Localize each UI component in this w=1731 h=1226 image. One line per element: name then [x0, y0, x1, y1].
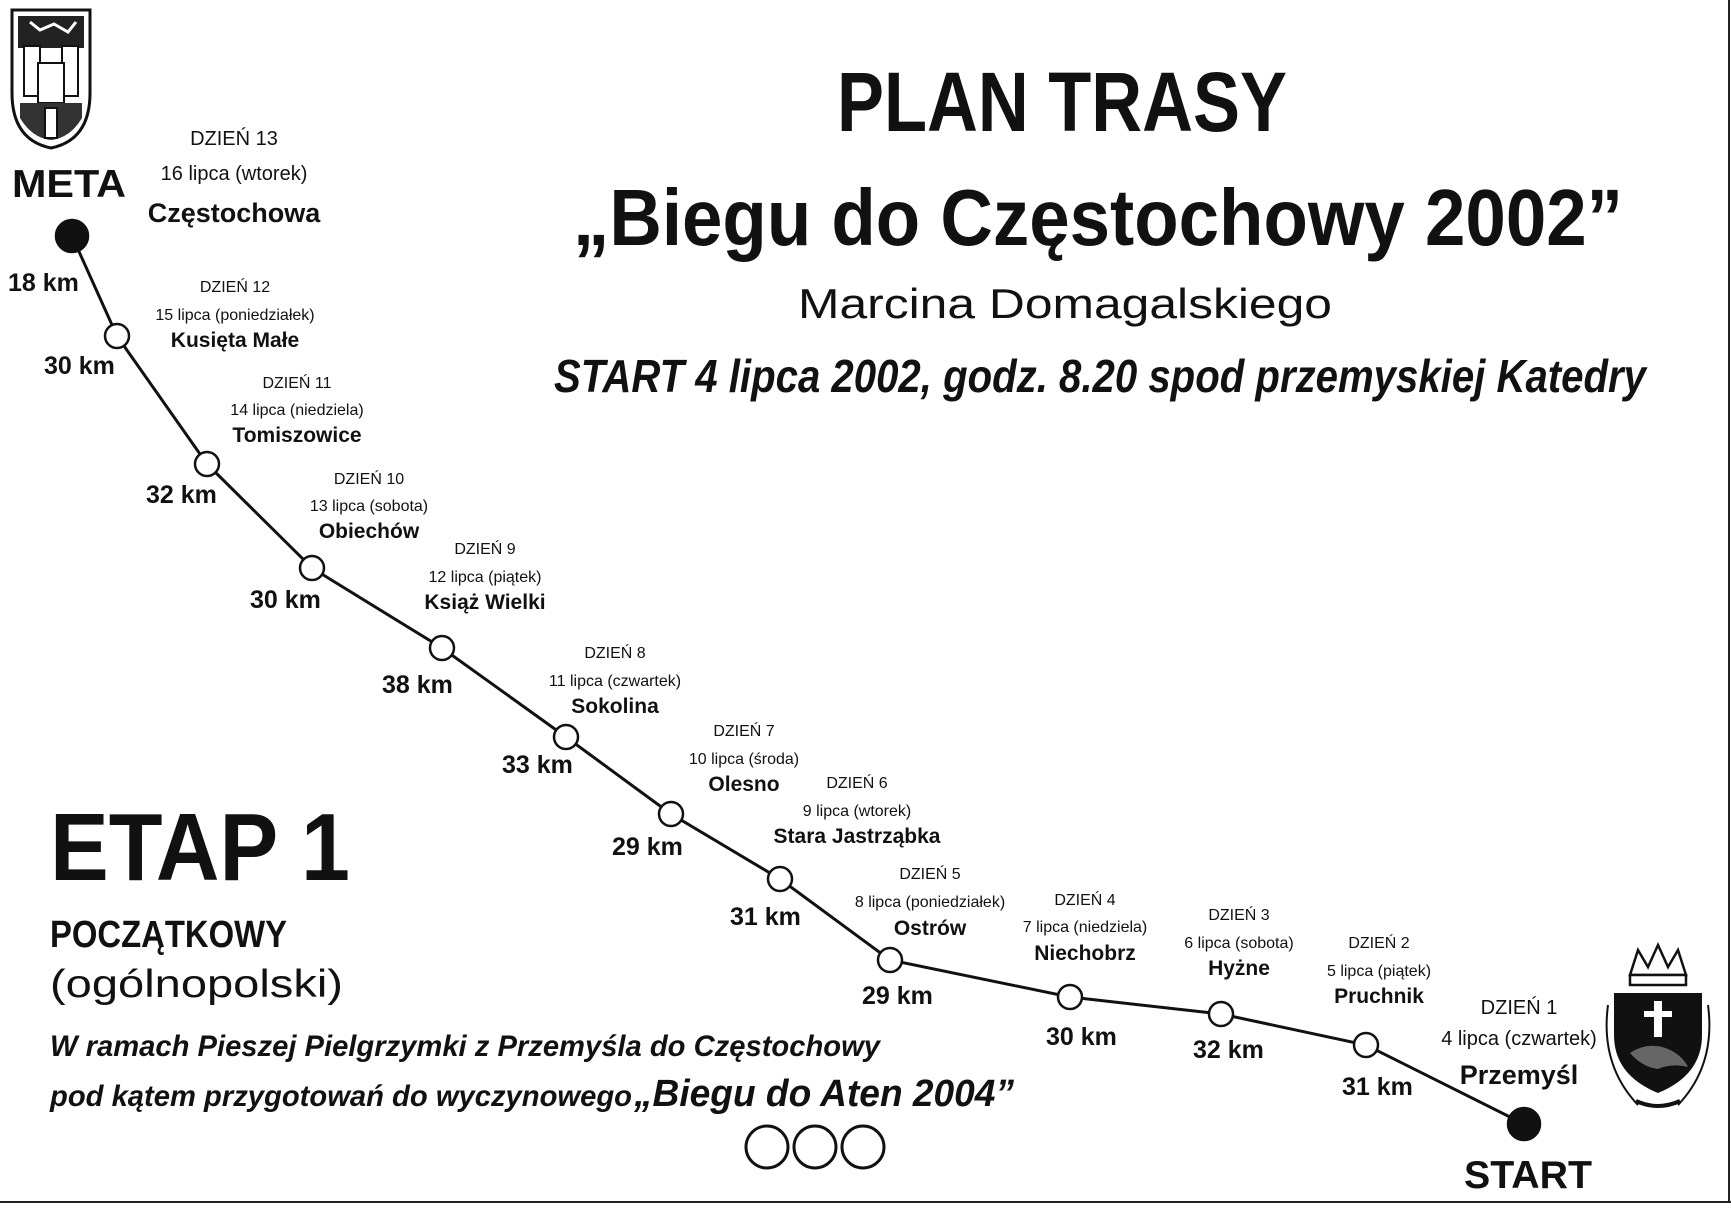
start-label: START — [1464, 1154, 1593, 1197]
day-stop-6 — [774, 773, 941, 848]
segment-distance-label: 29 km — [612, 833, 683, 861]
day-date: 5 lipca (piątek) — [1326, 963, 1432, 980]
day-number: DZIEŃ 3 — [1208, 907, 1270, 924]
day-stop-9 — [424, 539, 545, 614]
day-place: Pruchnik — [1334, 985, 1424, 1008]
event-title: „Biegu do Częstochowy 2002” — [573, 173, 1623, 262]
day-place: Ostrów — [893, 917, 967, 940]
day-date: 12 lipca (piątek) — [428, 569, 542, 586]
day-place: Kusięta Małe — [170, 329, 300, 352]
meta-marker — [56, 220, 88, 252]
day-number: DZIEŃ 5 — [899, 866, 961, 883]
day-number: DZIEŃ 11 — [262, 375, 332, 392]
station-marker — [300, 556, 324, 580]
meta-label: META — [12, 163, 126, 206]
day-date: 9 lipca (wtorek) — [802, 803, 912, 820]
day-stop-8 — [549, 643, 681, 718]
olympic-rings-icon — [746, 1126, 884, 1168]
day-stop-1 — [1441, 996, 1597, 1090]
day-date: 16 lipca (wtorek) — [160, 163, 308, 185]
segment-distance-label: 32 km — [1193, 1036, 1264, 1064]
day-place: Częstochowa — [147, 198, 321, 228]
station-marker — [554, 725, 578, 749]
day-number: DZIEŃ 7 — [713, 723, 775, 740]
day-number: DZIEŃ 12 — [199, 279, 271, 296]
station-marker — [659, 802, 683, 826]
day-place: Stara Jastrząbka — [773, 825, 941, 848]
day-date: 11 lipca (czwartek) — [548, 673, 682, 690]
day-stop-5 — [855, 864, 1005, 940]
author-name: Marcina Domagalskiego — [798, 280, 1332, 327]
segment-distance-label: 31 km — [1342, 1073, 1413, 1101]
day-date: 10 lipca (środa) — [688, 751, 800, 768]
day-date: 7 lipca (niedziela) — [1022, 919, 1148, 936]
day-place: Sokolina — [571, 695, 659, 718]
station-marker — [768, 867, 792, 891]
segment-distance-label: 33 km — [502, 751, 573, 779]
athens-run-title: „Biegu do Aten 2004” — [633, 1073, 1014, 1115]
day-number: DZIEŃ 1 — [1480, 997, 1558, 1019]
czestochowa-coat-of-arms-icon — [12, 10, 90, 148]
station-marker — [1209, 1002, 1233, 1026]
start-info: START 4 lipca 2002, godz. 8.20 spod przemyskiej Katedry — [554, 350, 1649, 402]
day-place: Olesno — [708, 773, 780, 796]
day-stop-11 — [230, 373, 363, 447]
day-place: Przemyśl — [1459, 1060, 1579, 1090]
segment-distance-label: 38 km — [382, 671, 453, 699]
przemysl-coat-of-arms-icon — [1607, 945, 1710, 1106]
stage-scope: (ogólnopolski) — [50, 963, 343, 1006]
day-place: Hyżne — [1208, 957, 1270, 980]
segment-distance-label: 29 km — [862, 982, 933, 1010]
day-number: DZIEŃ 9 — [454, 541, 516, 558]
day-stop-10 — [310, 469, 428, 543]
segment-distance-label: 32 km — [146, 481, 217, 509]
day-stop-3 — [1184, 905, 1293, 980]
station-marker — [1058, 985, 1082, 1009]
segment-distance-label: 30 km — [1046, 1023, 1117, 1051]
page-title: PLAN TRASY — [837, 55, 1287, 149]
start-marker — [1508, 1108, 1540, 1140]
segment-distance-label: 30 km — [250, 586, 321, 614]
segment-distance-label: 31 km — [730, 903, 801, 931]
day-number: DZIEŃ 6 — [826, 775, 888, 792]
day-stop-7 — [689, 721, 799, 796]
station-marker — [1354, 1033, 1378, 1057]
day-number: DZIEŃ 4 — [1054, 892, 1116, 909]
day-number: DZIEŃ 8 — [584, 645, 646, 662]
day-date: 15 lipca (poniedziałek) — [155, 307, 315, 324]
day-date: 6 lipca (sobota) — [1184, 935, 1294, 952]
day-stop-13 — [148, 127, 322, 228]
segment-distance-label: 18 km — [8, 269, 79, 297]
day-date: 14 lipca (niedziela) — [230, 402, 364, 419]
stage-note-line1: W ramach Pieszej Pielgrzymki z Przemyśla do Częstochowy — [50, 1030, 882, 1063]
day-stop-4 — [1023, 890, 1148, 965]
day-place: Tomiszowice — [232, 424, 362, 447]
day-number: DZIEŃ 13 — [190, 128, 278, 150]
stage-note-line2: pod kątem przygotowań do wyczynowego — [49, 1080, 632, 1113]
day-place: Niechobrz — [1034, 942, 1136, 965]
day-date: 13 lipca (sobota) — [309, 498, 429, 515]
stage-subtitle: POCZĄTKOWY — [50, 914, 287, 956]
station-marker — [878, 948, 902, 972]
day-stop-2 — [1327, 933, 1431, 1008]
day-number: DZIEŃ 10 — [333, 471, 405, 488]
day-number: DZIEŃ 2 — [1348, 935, 1410, 952]
station-marker — [195, 452, 219, 476]
station-marker — [430, 636, 454, 660]
segment-distance-label: 30 km — [44, 352, 115, 380]
station-marker — [105, 324, 129, 348]
day-stop-12 — [155, 277, 314, 352]
day-place: Książ Wielki — [424, 591, 546, 614]
day-date: 4 lipca (czwartek) — [1441, 1028, 1597, 1050]
day-place: Obiechów — [318, 520, 420, 543]
day-date: 8 lipca (poniedziałek) — [854, 894, 1006, 911]
stage-title: ETAP 1 — [50, 794, 350, 901]
